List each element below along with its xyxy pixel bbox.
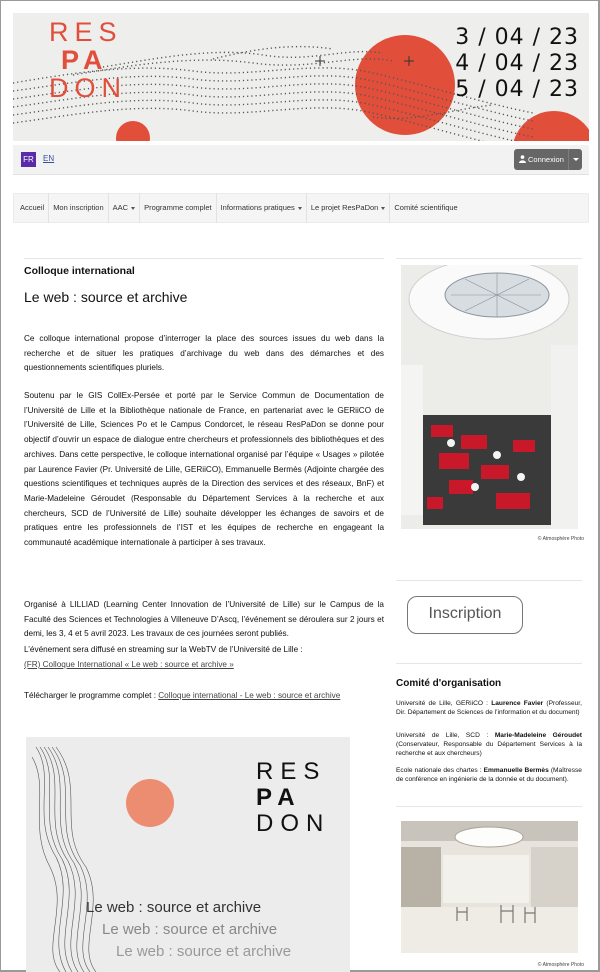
section-eyebrow: Colloque international bbox=[24, 265, 135, 277]
download-program-link[interactable]: Colloque international - Le web : source et archive bbox=[158, 691, 341, 700]
header-banner bbox=[13, 13, 589, 141]
program-poster-image bbox=[26, 737, 350, 972]
login-dropdown-toggle[interactable] bbox=[568, 149, 582, 170]
chevron-down-icon bbox=[298, 207, 302, 210]
nav-item-accueil[interactable]: Accueil bbox=[16, 193, 49, 223]
respadon-logo bbox=[49, 18, 127, 102]
lilliad-atrium-photo bbox=[401, 265, 578, 529]
divider bbox=[24, 258, 384, 259]
page-title: Le web : source et archive bbox=[24, 289, 188, 305]
webtv-link-row bbox=[24, 658, 384, 673]
nav-item-comite-scientifique[interactable]: Comité scientifique bbox=[394, 203, 458, 212]
user-icon bbox=[519, 155, 526, 163]
language-bar bbox=[13, 145, 589, 175]
poster-title-line-1: Le web : source et archive bbox=[86, 899, 262, 916]
poster-logo-line-3: DON bbox=[256, 810, 331, 837]
nav-item-aac[interactable]: AAC bbox=[109, 193, 140, 223]
photo-credit: © Atmosphère Photo bbox=[537, 962, 584, 968]
main-nav bbox=[13, 193, 589, 223]
atrium-illustration bbox=[401, 265, 578, 529]
hall-illustration bbox=[401, 821, 578, 953]
member-name: Emmanuelle Bermès bbox=[483, 767, 549, 774]
poster-logo bbox=[256, 759, 330, 837]
sidebar-divider bbox=[396, 258, 582, 259]
chevron-down-icon bbox=[381, 207, 385, 210]
description-paragraph: Soutenu par le GIS CollEx-Persée et porté par le Service Commun de Documentation de l’Université de Lille et la Bibliothèque nationale de France, en partenariat avec le GERiiCO de l’Université de Lille, Sciences Po et le Campus Condorcet, le réseau ResPaDon se donne pour objectif d’ouvrir un espace de dialogue entre chercheurs et professionnels des bibliothèques et des archives. Dans cette perspective, le colloque international organisé par l’équipe « Usages » pilotée par Laurence Favier (Pr. Université de Lille, GERiiCO), Emmanuelle Bermès (Adjointe chargée des questions scientifiques et techniques auprès de la Direction des services et des réseaux, BnF) et Marie-Madeleine Géroudet (Responsable du Département Services à la recherche et aux chercheurs, SCD de l’Université de Lille) souhaite développer les échanges de savoirs et de pratiques entre les professionnels de l’IST et les équipes de recherche en engageant la communauté académique internationale à participer à ses travaux. bbox=[24, 391, 384, 548]
main-content bbox=[24, 265, 384, 305]
venue-paragraph: Organisé à LILLIAD (Learning Center Innovation de l’Université de Lille) sur le Campus de la Faculté des Sciences et Technologies à Villeneuve D’Ascq, l’événement se déroulera sur 2 jours et demi, les 3, 4 et 5 avril 2023. Les travaux de ces journées seront publiés. bbox=[24, 600, 384, 639]
download-label: Télécharger le programme complet : bbox=[24, 691, 156, 700]
nav-item-mon-inscription[interactable]: Mon inscription bbox=[49, 193, 108, 223]
event-dates bbox=[455, 25, 579, 103]
photo-credit: © Atmosphère Photo bbox=[537, 536, 584, 542]
nav-item-informations-pratiques[interactable]: Informations pratiques bbox=[217, 193, 307, 223]
logo-line-3: DON bbox=[49, 73, 127, 103]
intro-paragraph: Ce colloque international propose d’interroger la place des sources issues du web dans la recherche et de situer les pratiques d’archivage du web dans des démarches et des questionnements scientifiques pluriels. bbox=[24, 334, 384, 373]
login-button[interactable] bbox=[514, 149, 582, 170]
comite-heading: Comité d'organisation bbox=[396, 678, 502, 689]
poster-title-line-2: Le web : source et archive bbox=[102, 921, 278, 938]
poster-logo-line-2: PA bbox=[256, 784, 302, 811]
committee-member: Ecole nationale des chartes : Emmanuelle Bermès (Maîtresse de conférence en ingénierie de la donnée et du document). bbox=[396, 767, 582, 783]
sidebar-divider bbox=[396, 663, 582, 664]
webtv-link[interactable]: (FR) Colloque International « Le web : source et archive » bbox=[24, 660, 234, 669]
logo-line-1: RES bbox=[49, 17, 123, 47]
login-label: Connexion bbox=[528, 155, 564, 164]
committee-member: Université de Lille, GERiiCO : Laurence Favier (Professeur, Dir. Département de Sciences de l’information et du document) bbox=[396, 700, 582, 716]
inscription-button[interactable]: Inscription bbox=[407, 596, 523, 634]
lang-en-link[interactable]: EN bbox=[43, 154, 55, 163]
poster-title-line-3: Le web : source et archive bbox=[116, 943, 292, 960]
streaming-text: L’événement sera diffusé en streaming sur la WebTV de l’Université de Lille : bbox=[24, 645, 303, 654]
date-3: 5 / 04 / 23 bbox=[455, 77, 579, 102]
sidebar-divider bbox=[396, 580, 582, 581]
lilliad-hall-photo bbox=[401, 821, 578, 953]
logo-line-2: PA bbox=[61, 45, 109, 75]
committee-member: Université de Lille, SCD : Marie-Madeleine Géroudet (Conservateur, Responsable du Département Services à la recherche et aux chercheurs) bbox=[396, 732, 582, 757]
member-name: Marie-Madeleine Géroudet bbox=[494, 732, 582, 739]
download-row bbox=[24, 689, 384, 704]
nav-item-programme-complet[interactable]: Programme complet bbox=[140, 193, 217, 223]
lang-fr-button[interactable]: FR bbox=[21, 152, 36, 167]
nav-item-projet-respadon[interactable]: Le projet ResPaDon bbox=[307, 193, 391, 223]
date-2: 4 / 04 / 23 bbox=[455, 51, 579, 76]
member-name: Laurence Favier bbox=[491, 700, 544, 707]
chevron-down-icon bbox=[131, 207, 135, 210]
sidebar-divider bbox=[396, 806, 582, 807]
date-1: 3 / 04 / 23 bbox=[455, 25, 579, 50]
poster-logo-line-1: RES bbox=[256, 758, 327, 785]
